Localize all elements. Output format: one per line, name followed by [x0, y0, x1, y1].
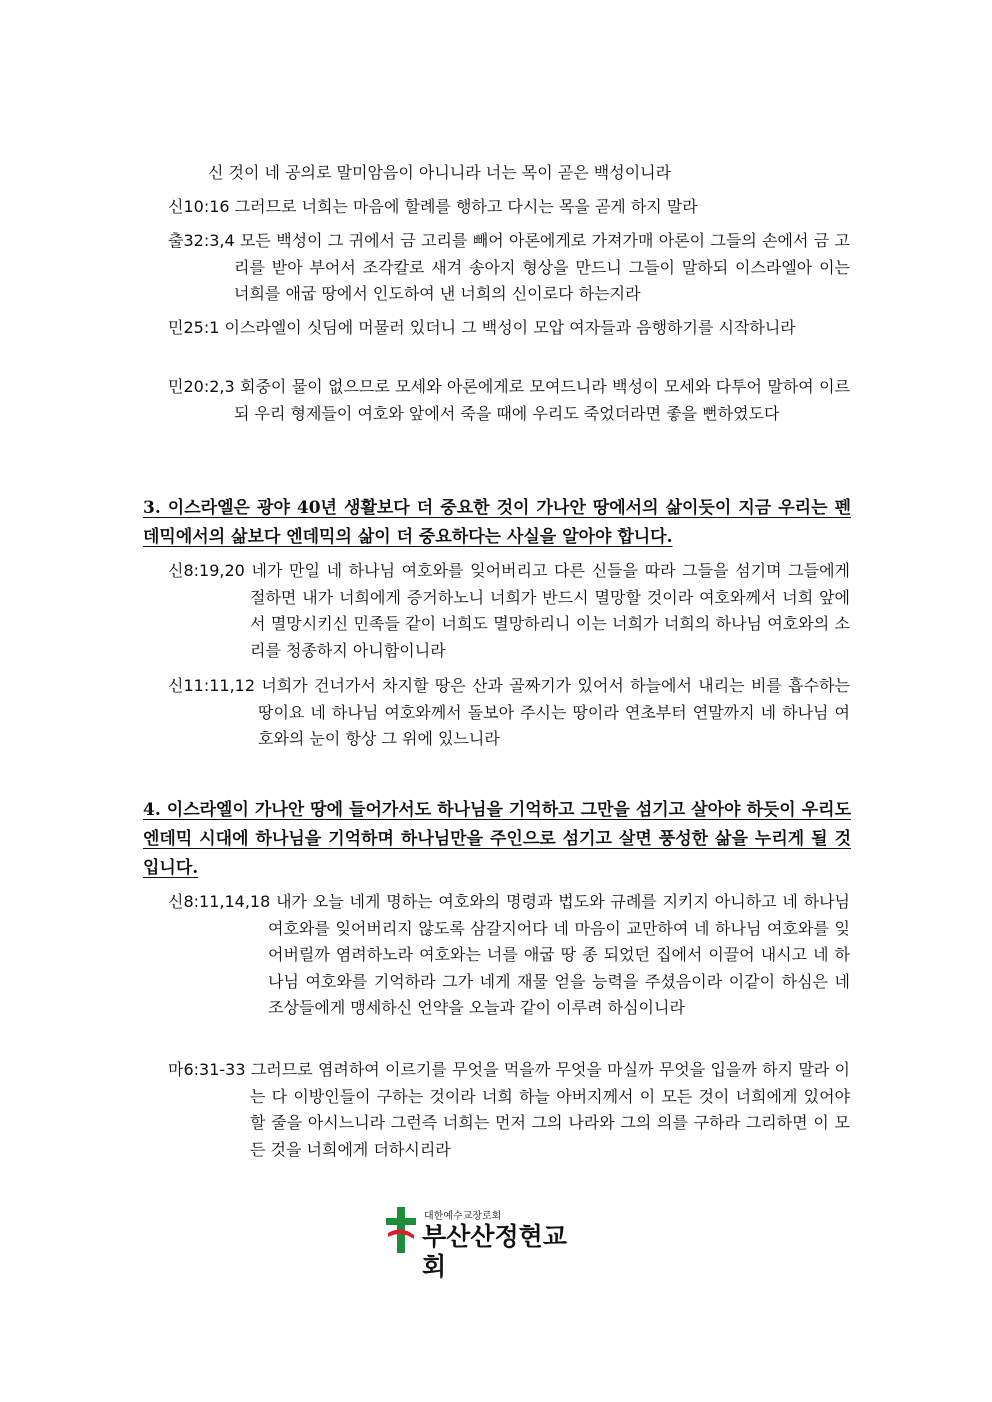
verse-deut-11-11-12 — [168, 673, 850, 753]
verse-deut-10-16 — [168, 194, 850, 221]
verse-text: 네가 만일 네 하나님 여호와를 잊어버리고 다른 신들을 따라 그들을 섬기며 그들에게 절하면 내가 너희에게 증거하노니 너희가 반드시 멸망할 것이라 여호와께서 너희 앞에서 멸망시키신 민족들 같이 너희도 멸망하리니 이는 너희가 너희의 하나님 여호와의 소리를 청종하지 아니함이니라 — [250, 561, 850, 660]
verse-text: 모든 백성이 그 귀에서 금 고리를 빼어 아론에게로 가져가매 아론이 그들의 손에서 금 고리를 받아 부어서 조각칼로 새겨 송아지 형상을 만드니 그들이 말하되 이스라엘아 이는 너희를 애굽 땅에서 인도하여 낸 너희의 신이로다 하는지라 — [234, 231, 850, 303]
verse-matt-6-31-33 — [168, 1057, 850, 1163]
verse-deut-8-11-14-18 — [168, 889, 850, 1022]
verse-reference: 신8:19,20 — [168, 561, 245, 580]
verse-exod-32-3-4 — [168, 228, 850, 308]
verse-deut-8-19-20 — [168, 558, 850, 664]
verse-continuation: 신 것이 네 공의로 말미암음이 아니니라 너는 목이 곧은 백성이니라 — [208, 163, 672, 182]
verse-reference: 민25:1 — [168, 318, 220, 337]
church-logo — [384, 1205, 584, 1281]
verse-num-20-2-3 — [168, 374, 850, 427]
section-3-heading: 3. 이스라엘은 광야 40년 생활보다 더 중요한 것이 가나안 땅에서의 삶이듯이 지금 우리는 펜데믹에서의 삶보다 엔데믹의 삶이 더 중요하다는 사실을 알아야 합니다. — [143, 498, 851, 547]
verse-text: 너희가 건너가서 차지할 땅은 산과 골짜기가 있어서 하늘에서 내리는 비를 흡수하는 땅이요 네 하나님 여호와께서 돌보아 주시는 땅이라 연초부터 연말까지 네 하나님 여호와의 눈이 항상 그 위에 있느니라 — [258, 676, 850, 748]
logo-church-name: 부산산정현교회 — [422, 1222, 567, 1281]
cross-icon — [384, 1205, 418, 1255]
verse-text: 이스라엘이 싯딤에 머물러 있더니 그 백성이 모압 여자들과 음행하기를 시작하니라 — [224, 318, 796, 337]
verse-text: 그러므로 염려하여 이르기를 무엇을 먹을까 무엇을 마실까 무엇을 입을까 하지 말라 이는 다 이방인들이 구하는 것이라 너희 하늘 아버지께서 이 모든 것이 너희에게 있어야 할 줄을 아시느니라 그런즉 너희는 먼저 그의 나라와 그의 의를 구하라 그리하면 이 모든 것을 너희에게 더하시리라 — [250, 1060, 850, 1159]
verse-reference: 신8:11,14,18 — [168, 892, 271, 911]
verse-reference: 신10:16 — [168, 197, 230, 216]
verse-reference: 출32:3,4 — [168, 231, 235, 250]
verse-reference: 마6:31-33 — [168, 1060, 246, 1079]
verse-text: 회중이 물이 없으므로 모세와 아론에게로 모여드니라 백성이 모세와 다투어 말하여 이르되 우리 형제들이 여호와 앞에서 죽을 때에 우리도 죽었더라면 좋을 뻔하였도다 — [234, 377, 850, 423]
verse-reference: 민20:2,3 — [168, 377, 235, 396]
section-4-heading: 4. 이스라엘이 가나안 땅에 들어가서도 하나님을 기억하고 그만을 섬기고 살아야 하듯이 우리도 엔데믹 시대에 하나님을 기억하며 하나님만을 주인으로 섬기고 살면 풍성한 삶을 누리게 될 것입니다. — [143, 800, 851, 878]
verse-reference: 신11:11,12 — [168, 676, 256, 695]
verse-num-25-1 — [168, 315, 850, 342]
logo-subtitle: 대한예수교장로회 — [424, 1211, 502, 1222]
verse-text: 그러므로 너희는 마음에 할례를 행하고 다시는 목을 곧게 하지 말라 — [234, 197, 698, 216]
verse-text: 내가 오늘 네게 명하는 여호와의 명령과 법도와 규례를 지키지 아니하고 네 하나님 여호와를 잊어버리지 않도록 삼갈지어다 네 마음이 교만하여 네 하나님 여호와를 잊어버릴까 염려하노라 여호와는 너를 애굽 땅 종 되었던 집에서 이끌어 내시고 네 하나님 여호와를 기억하라 그가 네게 재물 얻을 능력을 주셨음이라 이같이 하심은 네 조상들에게 맹세하신 언약을 오늘과 같이 이루려 하심이니라 — [268, 892, 850, 1017]
